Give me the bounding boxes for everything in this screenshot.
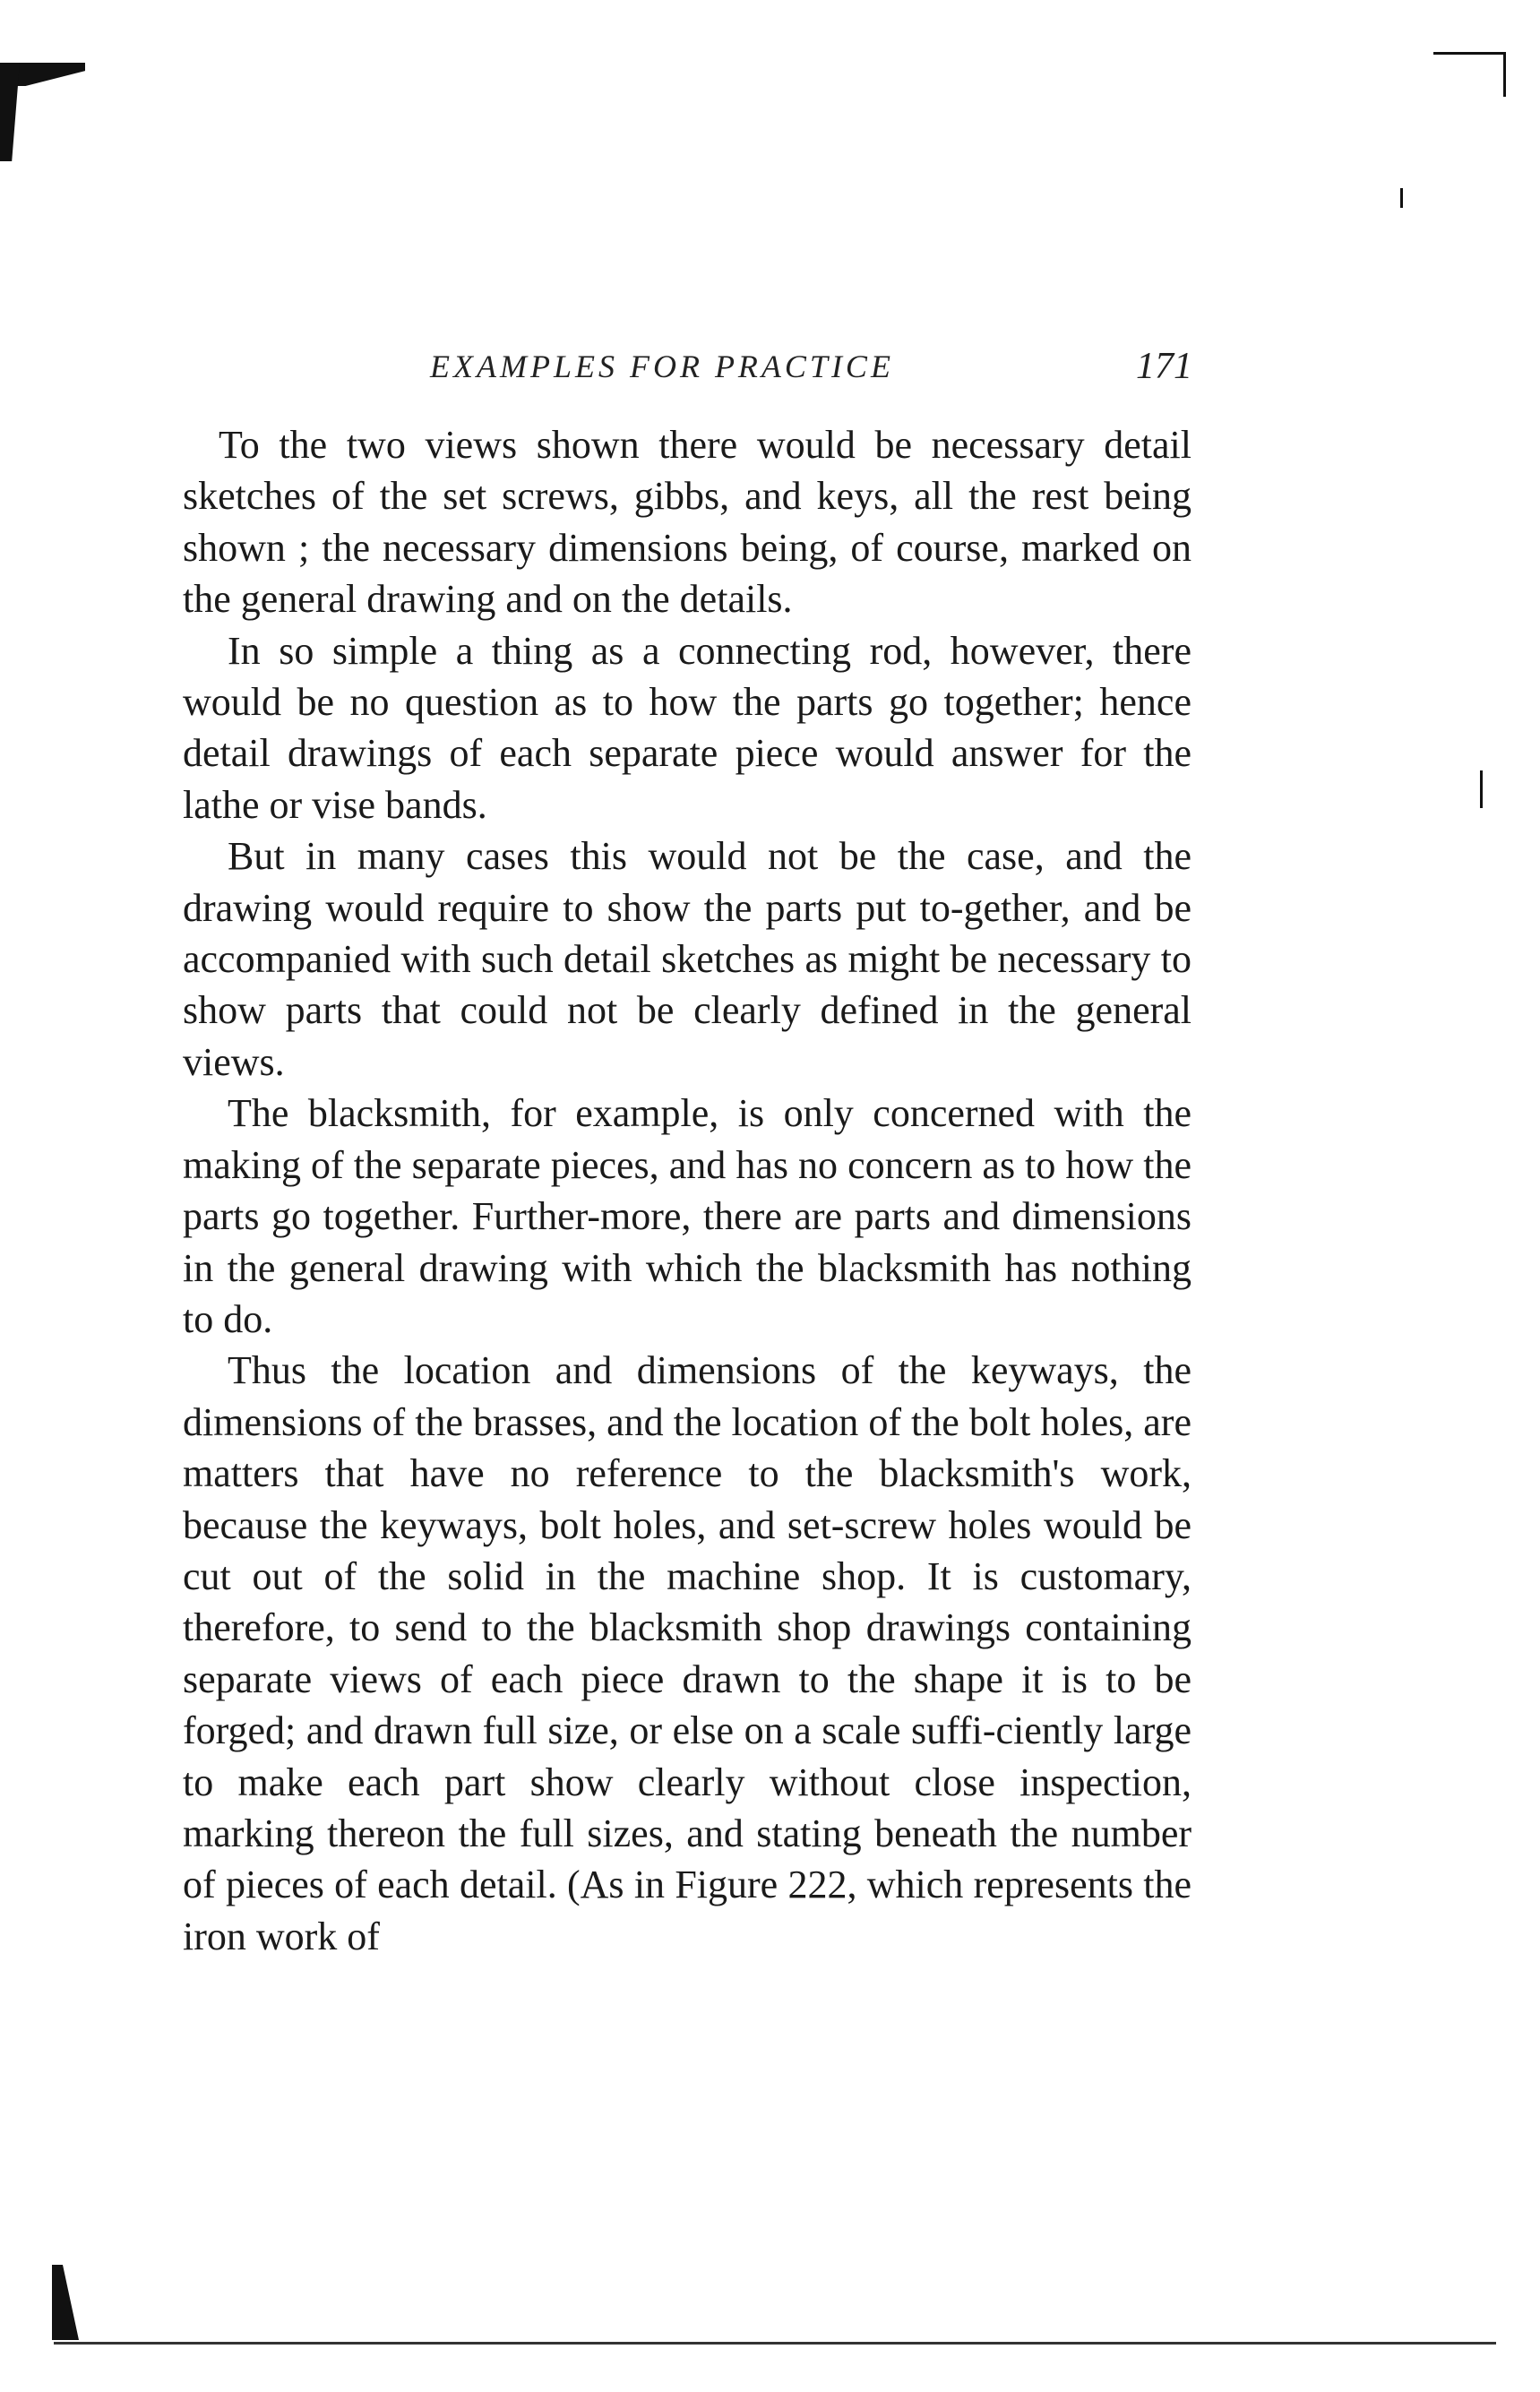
body-text xyxy=(183,419,1192,1962)
scan-corner-mark-top-left-vertical xyxy=(0,63,20,161)
paragraph: In so simple a thing as a connecting rod, however, there would be no question as to how the parts go together; hence detail drawings of each separate piece would answer for the lathe or vise bands. xyxy=(183,628,1192,827)
paragraph: Thus the location and dimensions of the keyways, the dimensions of the brasses, and the location of the bolt holes, are matters that have no reference to the blacksmith's work, because the keyways, bolt holes, and set-screw holes would be cut out of the solid in the machine shop. It is customary, therefore, to send to the blacksmith shop drawings containing separate views of each piece drawn to the shape it is to be forged; and drawn full size, or else on a scale suffi-ciently large to make each part show clearly without close inspection, marking thereon the full sizes, and stating beneath the number of pieces of each detail. (As in Figure 222, which represents the iron work of xyxy=(183,1348,1192,1958)
scan-corner-mark-top-right-tick xyxy=(1503,52,1506,97)
paragraph: But in many cases this would not be the case, and the drawing would require to show the parts put to-gether, and be accompanied with such detail sketches as might be necessary to show parts that could not be clearly defined in the general views. xyxy=(183,834,1192,1084)
scan-speck-right-1 xyxy=(1400,188,1403,208)
scan-speck-right-2 xyxy=(1480,770,1483,808)
scan-corner-mark-top-right xyxy=(1433,52,1505,55)
scan-corner-mark-bottom-left xyxy=(52,2265,79,2340)
paragraph: To the two views shown there would be necessary detail sketches of the set screws, gibbs, and keys, all the rest being shown ; the necessary dimensions being, of course, marked on the general drawing and on the details. xyxy=(183,423,1192,622)
page-number: 171 xyxy=(1136,346,1192,387)
bottom-scan-rule xyxy=(54,2342,1496,2345)
paragraph: The blacksmith, for example, is only concerned with the making of the separate pieces, and has no concern as to how the parts go together. Further-more, there are parts and dimensions in the general drawing with which the blacksmith has nothing to do. xyxy=(183,1091,1192,1341)
running-head: EXAMPLES FOR PRACTICE xyxy=(430,348,894,384)
